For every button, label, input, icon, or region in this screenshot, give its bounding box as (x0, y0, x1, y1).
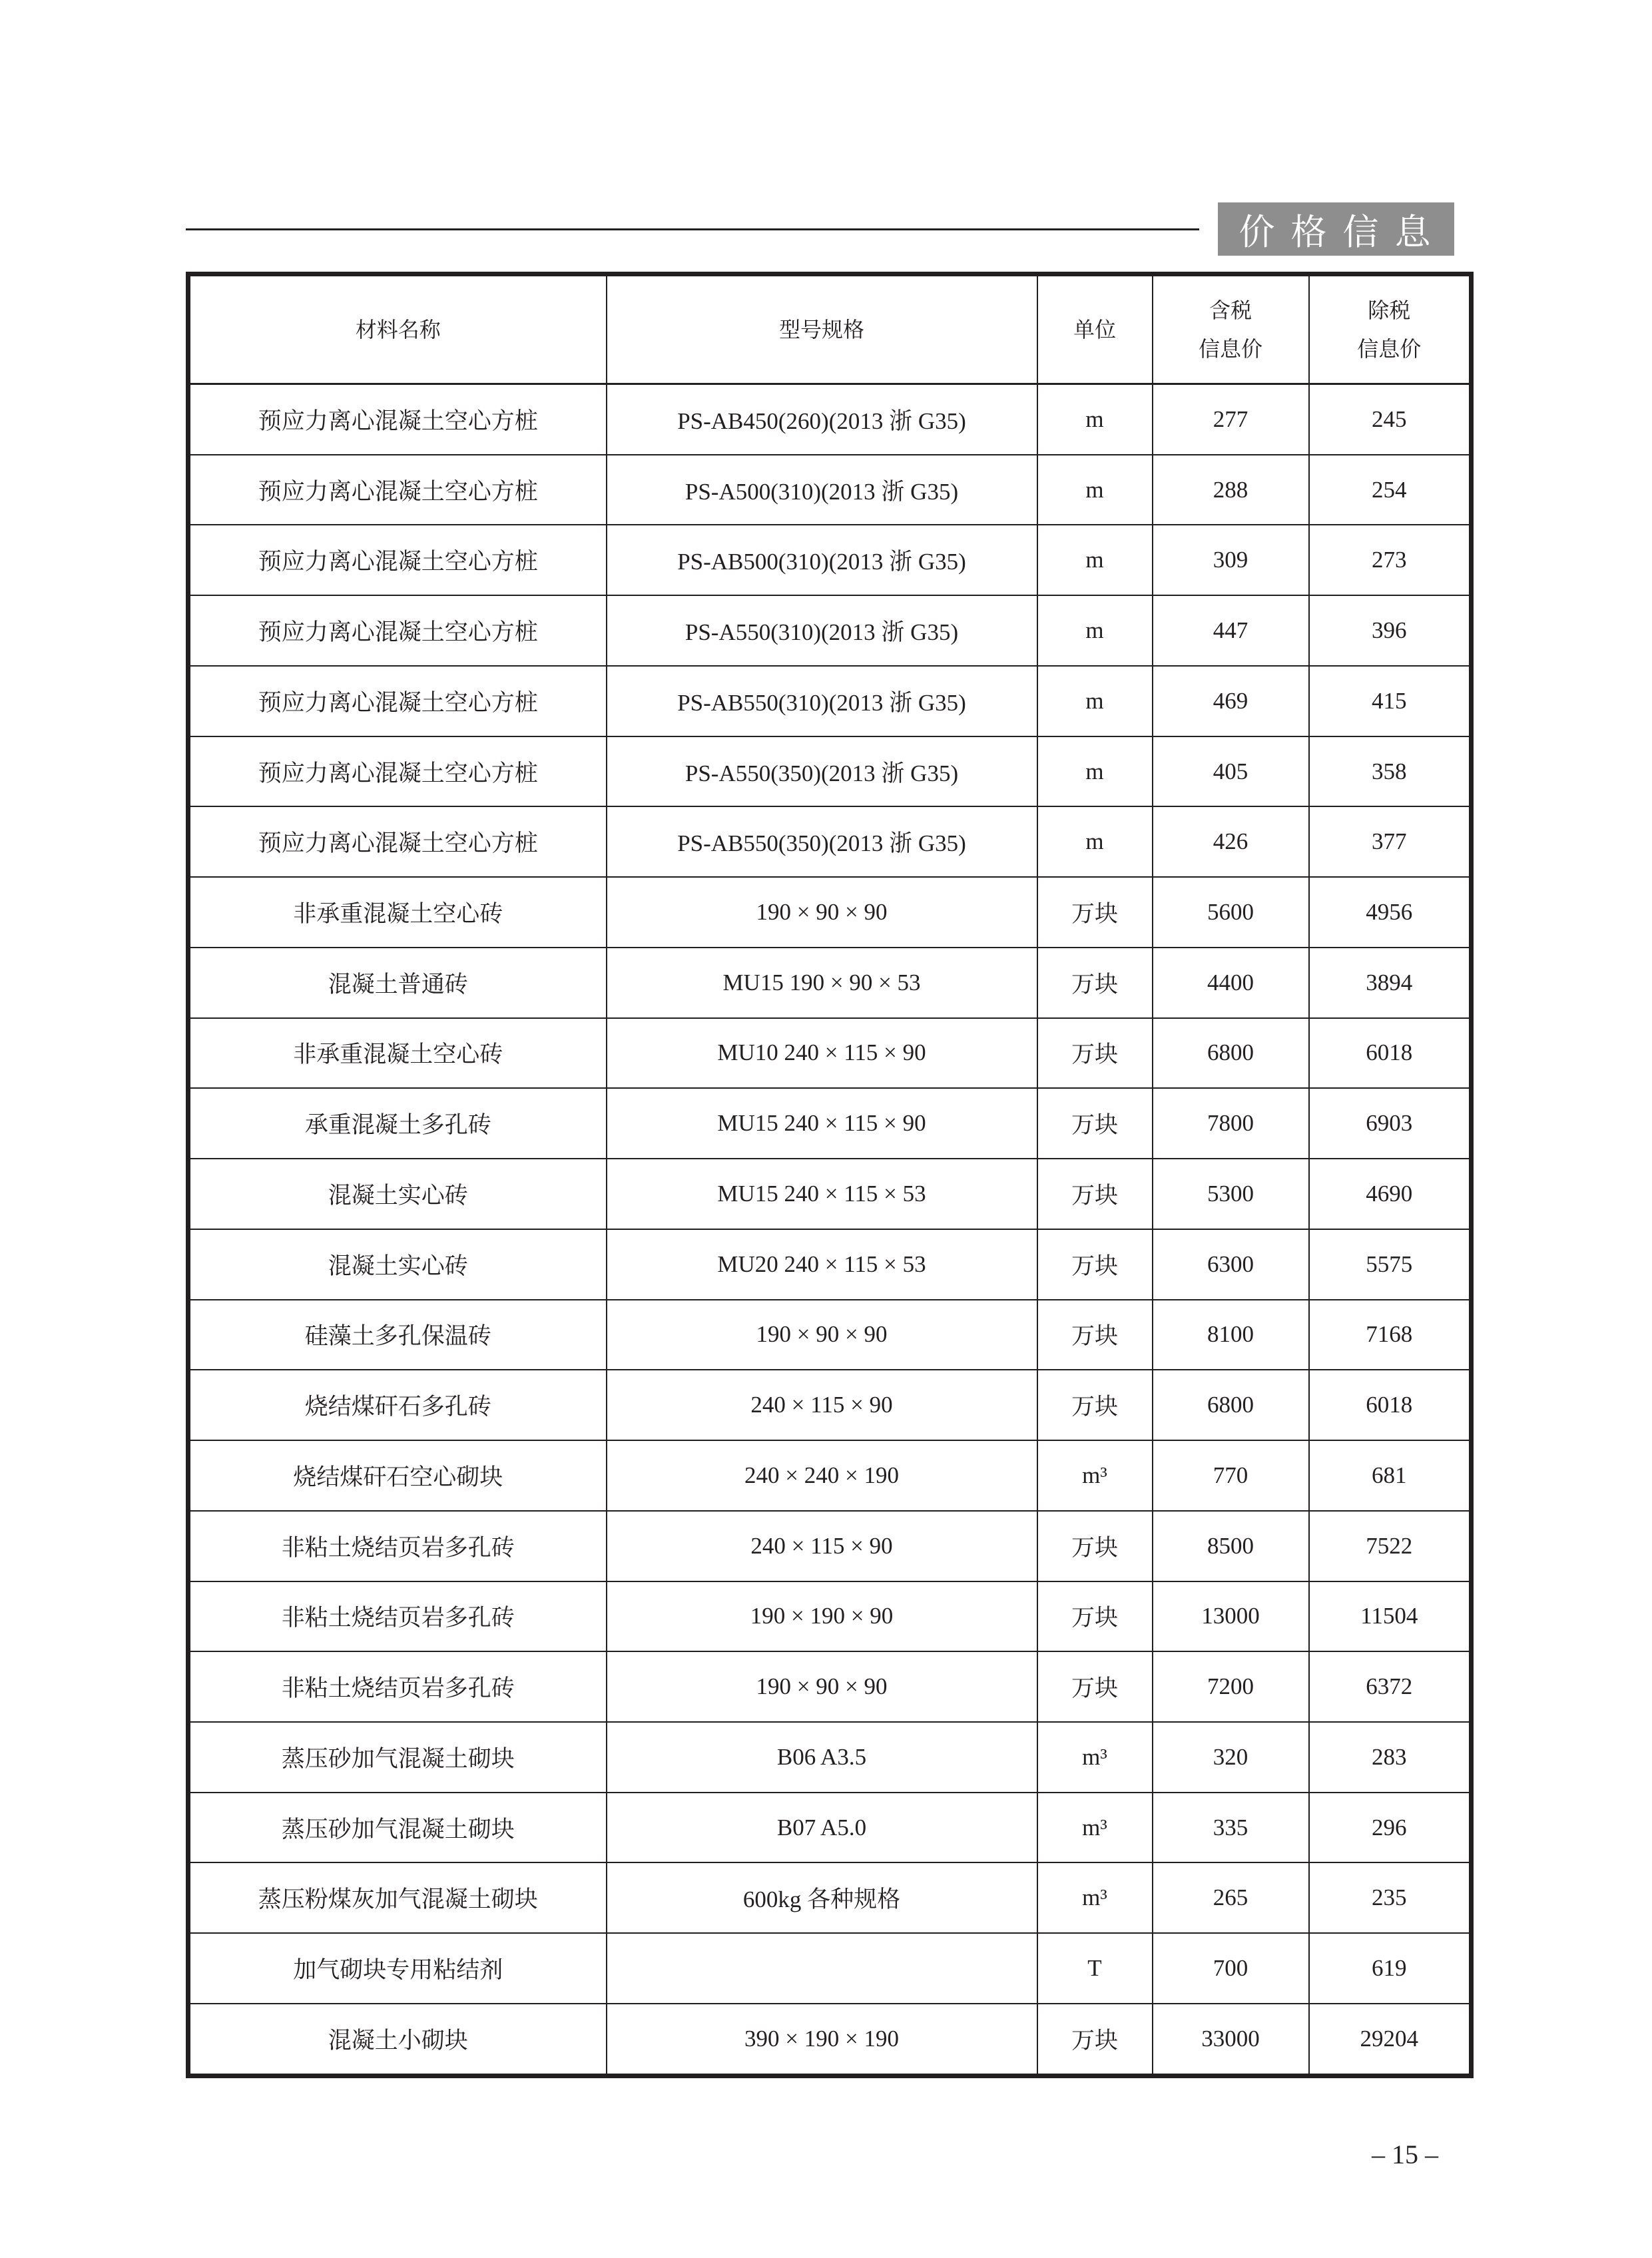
table-row (188, 736, 1472, 807)
unit-cell: m (1037, 736, 1153, 807)
unit-cell: m³ (1037, 1793, 1153, 1863)
price-excl-tax-cell: 6018 (1309, 1018, 1472, 1089)
price-incl-tax-cell: 265 (1153, 1862, 1309, 1933)
table-row (188, 1300, 1472, 1370)
unit-cell: T (1037, 1933, 1153, 2004)
price-excl-tax-cell: 377 (1309, 806, 1472, 877)
material-name-cell: 预应力离心混凝土空心方桩 (188, 384, 607, 455)
material-name-cell: 烧结煤矸石多孔砖 (188, 1370, 607, 1440)
table-row (188, 1651, 1472, 1722)
material-name-cell: 混凝土实心砖 (188, 1229, 607, 1300)
unit-cell: 万块 (1037, 1581, 1153, 1652)
table-row (188, 1793, 1472, 1863)
table-row (188, 1581, 1472, 1652)
price-excl-tax-cell: 7522 (1309, 1511, 1472, 1581)
material-name-cell: 非承重混凝土空心砖 (188, 1018, 607, 1089)
price-excl-tax-cell: 396 (1309, 595, 1472, 666)
unit-cell: m (1037, 384, 1153, 455)
price-excl-tax-cell: 11504 (1309, 1581, 1472, 1652)
table-row (188, 666, 1472, 736)
spec-cell: MU10 240 × 115 × 90 (607, 1018, 1037, 1089)
material-name-cell: 非粘土烧结页岩多孔砖 (188, 1651, 607, 1722)
header-line: 含税 (1209, 298, 1252, 323)
price-incl-tax-cell: 426 (1153, 806, 1309, 877)
page-number: – 15 – (1372, 2139, 1438, 2169)
spec-cell (607, 1933, 1037, 2004)
price-incl-tax-cell: 335 (1153, 1793, 1309, 1863)
table-row (188, 1722, 1472, 1793)
material-name-cell: 硅藻土多孔保温砖 (188, 1300, 607, 1370)
price-excl-tax-cell: 4690 (1309, 1159, 1472, 1229)
price-incl-tax-cell: 447 (1153, 595, 1309, 666)
table-row (188, 1018, 1472, 1089)
spec-cell: MU20 240 × 115 × 53 (607, 1229, 1037, 1300)
header-line: 信息价 (1357, 336, 1422, 362)
unit-cell: 万块 (1037, 1229, 1153, 1300)
material-name-cell: 混凝土普通砖 (188, 948, 607, 1018)
spec-cell: PS-A550(350)(2013 浙 G35) (607, 736, 1037, 807)
unit-cell: 万块 (1037, 877, 1153, 948)
price-incl-tax-cell: 320 (1153, 1722, 1309, 1793)
material-name-cell: 非粘土烧结页岩多孔砖 (188, 1581, 607, 1652)
unit-cell: 万块 (1037, 1370, 1153, 1440)
material-name-cell: 非承重混凝土空心砖 (188, 877, 607, 948)
price-excl-tax-cell: 5575 (1309, 1229, 1472, 1300)
unit-cell: 万块 (1037, 1651, 1153, 1722)
price-incl-tax-cell: 5600 (1153, 877, 1309, 948)
col-header-unit: 单位 (1037, 274, 1153, 384)
price-excl-tax-cell: 296 (1309, 1793, 1472, 1863)
price-incl-tax-cell: 6800 (1153, 1370, 1309, 1440)
table-row (188, 455, 1472, 525)
material-name-cell: 承重混凝土多孔砖 (188, 1088, 607, 1159)
material-name-cell: 预应力离心混凝土空心方桩 (188, 595, 607, 666)
table-row (188, 1159, 1472, 1229)
unit-cell: m³ (1037, 1722, 1153, 1793)
col-header-price-excl-tax (1309, 274, 1472, 384)
price-excl-tax-cell: 7168 (1309, 1300, 1472, 1370)
unit-cell: m (1037, 666, 1153, 736)
price-incl-tax-cell: 8500 (1153, 1511, 1309, 1581)
header-rule (186, 228, 1199, 230)
material-name-cell: 混凝土小砌块 (188, 2004, 607, 2076)
material-name-cell: 蒸压粉煤灰加气混凝土砌块 (188, 1862, 607, 1933)
table-row (188, 1370, 1472, 1440)
material-name-cell: 非粘土烧结页岩多孔砖 (188, 1511, 607, 1581)
material-name-cell: 预应力离心混凝土空心方桩 (188, 666, 607, 736)
price-excl-tax-cell: 245 (1309, 384, 1472, 455)
spec-cell: 600kg 各种规格 (607, 1862, 1037, 1933)
price-excl-tax-cell: 358 (1309, 736, 1472, 807)
table-row (188, 806, 1472, 877)
unit-cell: 万块 (1037, 1511, 1153, 1581)
spec-cell: 240 × 240 × 190 (607, 1440, 1037, 1511)
section-title-badge: 价格信息 (1218, 202, 1454, 256)
spec-cell: MU15 240 × 115 × 53 (607, 1159, 1037, 1229)
price-incl-tax-cell: 309 (1153, 525, 1309, 595)
table-row (188, 1440, 1472, 1511)
spec-cell: PS-AB550(310)(2013 浙 G35) (607, 666, 1037, 736)
spec-cell: PS-AB550(350)(2013 浙 G35) (607, 806, 1037, 877)
price-incl-tax-cell: 770 (1153, 1440, 1309, 1511)
unit-cell: m (1037, 525, 1153, 595)
price-incl-tax-cell: 6300 (1153, 1229, 1309, 1300)
price-excl-tax-cell: 619 (1309, 1933, 1472, 2004)
table-row (188, 1933, 1472, 2004)
price-excl-tax-cell: 273 (1309, 525, 1472, 595)
spec-cell: 190 × 190 × 90 (607, 1581, 1037, 1652)
table-row (188, 877, 1472, 948)
table-row (188, 384, 1472, 455)
price-incl-tax-cell: 405 (1153, 736, 1309, 807)
price-excl-tax-cell: 283 (1309, 1722, 1472, 1793)
unit-cell: m (1037, 806, 1153, 877)
unit-cell: m³ (1037, 1440, 1153, 1511)
price-excl-tax-cell: 235 (1309, 1862, 1472, 1933)
price-incl-tax-cell: 5300 (1153, 1159, 1309, 1229)
price-table (186, 272, 1474, 2078)
material-name-cell: 混凝土实心砖 (188, 1159, 607, 1229)
table-row (188, 948, 1472, 1018)
table-header-row (188, 274, 1472, 384)
material-name-cell: 加气砌块专用粘结剂 (188, 1933, 607, 2004)
price-incl-tax-cell: 6800 (1153, 1018, 1309, 1089)
spec-cell: 390 × 190 × 190 (607, 2004, 1037, 2076)
spec-cell: 240 × 115 × 90 (607, 1511, 1037, 1581)
table-row (188, 1511, 1472, 1581)
price-excl-tax-cell: 415 (1309, 666, 1472, 736)
spec-cell: 240 × 115 × 90 (607, 1370, 1037, 1440)
price-excl-tax-cell: 681 (1309, 1440, 1472, 1511)
header-line: 信息价 (1198, 336, 1262, 362)
col-header-spec: 型号规格 (607, 274, 1037, 384)
spec-cell: PS-AB450(260)(2013 浙 G35) (607, 384, 1037, 455)
unit-cell: m³ (1037, 1862, 1153, 1933)
unit-cell: 万块 (1037, 1018, 1153, 1089)
table-row (188, 525, 1472, 595)
price-excl-tax-cell: 6018 (1309, 1370, 1472, 1440)
material-name-cell: 烧结煤矸石空心砌块 (188, 1440, 607, 1511)
spec-cell: MU15 190 × 90 × 53 (607, 948, 1037, 1018)
spec-cell: B07 A5.0 (607, 1793, 1037, 1863)
table-row (188, 1862, 1472, 1933)
spec-cell: 190 × 90 × 90 (607, 1651, 1037, 1722)
header-line: 除税 (1368, 298, 1411, 323)
spec-cell: PS-AB500(310)(2013 浙 G35) (607, 525, 1037, 595)
unit-cell: m (1037, 455, 1153, 525)
col-header-price-incl-tax (1153, 274, 1309, 384)
col-header-material-name: 材料名称 (188, 274, 607, 384)
table-row (188, 595, 1472, 666)
unit-cell: 万块 (1037, 1088, 1153, 1159)
price-incl-tax-cell: 7800 (1153, 1088, 1309, 1159)
price-excl-tax-cell: 3894 (1309, 948, 1472, 1018)
material-name-cell: 蒸压砂加气混凝土砌块 (188, 1722, 607, 1793)
price-excl-tax-cell: 6372 (1309, 1651, 1472, 1722)
spec-cell: 190 × 90 × 90 (607, 1300, 1037, 1370)
price-incl-tax-cell: 469 (1153, 666, 1309, 736)
material-name-cell: 预应力离心混凝土空心方桩 (188, 806, 607, 877)
price-excl-tax-cell: 4956 (1309, 877, 1472, 948)
price-incl-tax-cell: 700 (1153, 1933, 1309, 2004)
price-excl-tax-cell: 6903 (1309, 1088, 1472, 1159)
unit-cell: 万块 (1037, 2004, 1153, 2076)
material-name-cell: 预应力离心混凝土空心方桩 (188, 455, 607, 525)
unit-cell: 万块 (1037, 1300, 1153, 1370)
price-excl-tax-cell: 29204 (1309, 2004, 1472, 2076)
price-incl-tax-cell: 13000 (1153, 1581, 1309, 1652)
material-name-cell: 预应力离心混凝土空心方桩 (188, 736, 607, 807)
unit-cell: 万块 (1037, 948, 1153, 1018)
spec-cell: PS-A550(310)(2013 浙 G35) (607, 595, 1037, 666)
material-name-cell: 预应力离心混凝土空心方桩 (188, 525, 607, 595)
price-incl-tax-cell: 8100 (1153, 1300, 1309, 1370)
price-incl-tax-cell: 33000 (1153, 2004, 1309, 2076)
spec-cell: MU15 240 × 115 × 90 (607, 1088, 1037, 1159)
material-name-cell: 蒸压砂加气混凝土砌块 (188, 1793, 607, 1863)
table-row (188, 1088, 1472, 1159)
price-excl-tax-cell: 254 (1309, 455, 1472, 525)
unit-cell: 万块 (1037, 1159, 1153, 1229)
table-row (188, 2004, 1472, 2076)
price-incl-tax-cell: 277 (1153, 384, 1309, 455)
price-incl-tax-cell: 7200 (1153, 1651, 1309, 1722)
spec-cell: PS-A500(310)(2013 浙 G35) (607, 455, 1037, 525)
unit-cell: m (1037, 595, 1153, 666)
price-incl-tax-cell: 288 (1153, 455, 1309, 525)
table-row (188, 1229, 1472, 1300)
spec-cell: 190 × 90 × 90 (607, 877, 1037, 948)
spec-cell: B06 A3.5 (607, 1722, 1037, 1793)
price-incl-tax-cell: 4400 (1153, 948, 1309, 1018)
